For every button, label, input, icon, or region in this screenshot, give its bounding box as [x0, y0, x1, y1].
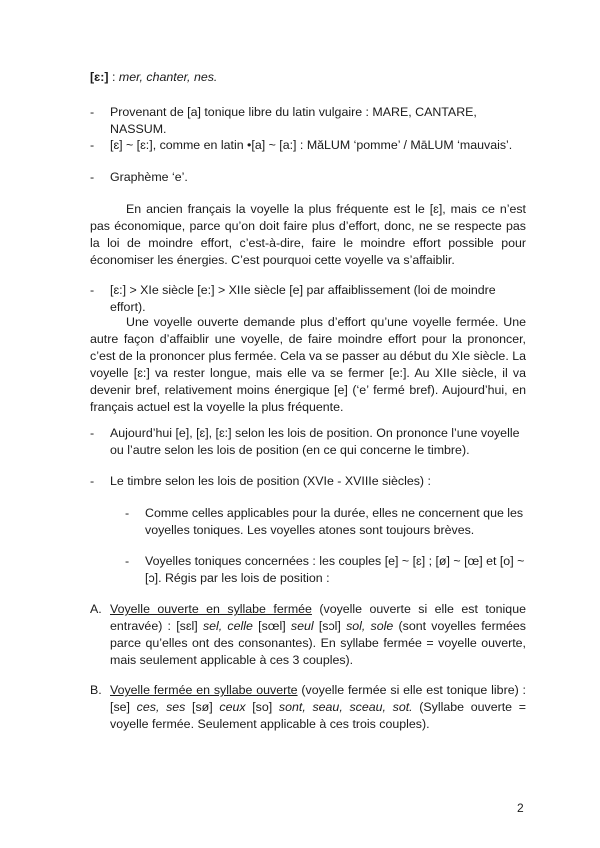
dash-marker: -	[90, 170, 95, 184]
page-number: 2	[517, 801, 524, 815]
lettered-item-b	[90, 682, 526, 733]
lettered-item-body: Voyelle ouverte en syllabe fermée (voyelle ouverte si elle est tonique entravée) : [sɛl] sel, celle [sœl] seul [sɔl] sol, sole (sont voyelles fermées parce qu’elles ont des consonantes). En syllabe fermée = voyelle ouverte, mais seulement applicable à ces 3 couples).	[110, 602, 526, 667]
list-item-text: Provenant de [a] tonique libre du latin vulgaire : MARE, CANTARE, NASSUM.	[110, 105, 477, 136]
sub-list-item-text: Comme celles applicables pour la durée, elles ne concernent que les voyelles toniques. Les voyelles atones sont toujours brèves.	[145, 506, 524, 537]
dash-marker: -	[90, 105, 95, 119]
list-item	[90, 425, 526, 459]
lettered-item-title: Voyelle ouverte en syllabe fermée	[110, 602, 312, 616]
lettered-item-title: Voyelle fermée en syllabe ouverte	[110, 683, 298, 697]
letter-marker: B.	[90, 683, 102, 697]
dash-marker: -	[90, 283, 95, 297]
list-item	[90, 104, 526, 138]
list-item-text: [ɛ:] > XIe siècle [e:] > XIIe siècle [e] par affaiblissement (loi de moindre effort).	[110, 283, 496, 314]
list-item-text: Le timbre selon les lois de position (XVIe - XVIIIe siècles) :	[110, 474, 431, 488]
paragraph: Une voyelle ouverte demande plus d’effort qu’une voyelle fermée. Une autre façon d’affaiblir une voyelle, de faire moindre effort pour la prononcer, c’est de la prononcer plus fermée. Cela va se passer au début du XIe siècle. La voyelle [ɛ:] va rester longue, mais elle va se fermer [e:]. Au XIIe siècle, il va devenir bref, relativement moins énergique [e] (‘e’ fermé bref). Aujourd’hui, en français actuel est la voyelle la plus fréquente.	[90, 315, 526, 414]
dash-marker: -	[125, 554, 130, 568]
dash-marker: -	[90, 474, 95, 488]
sub-list-item-text: Voyelles toniques concernées : les couples [e] ~ [ɛ] ; [ø] ~ [œ] et [o] ~ [ɔ]. Régis par les lois de position :	[145, 554, 525, 585]
list-item	[90, 169, 526, 186]
heading-separator: :	[108, 70, 119, 84]
paragraph: En ancien français la voyelle la plus fréquente est le [ɛ], mais ce n’est pas économique, parce qu’on doit faire plus d’effort, donc, ne se respecte pas la loi de moindre effort, c’est-à-dire, faire le moindre effort possible pour économiser les énergies. C’est pourquoi cette voyelle va s’affaiblir.	[90, 202, 526, 267]
list-item	[90, 282, 526, 316]
lettered-item-body: Voyelle fermée en syllabe ouverte (voyelle fermée si elle est tonique libre) : [se] ces, ses [sø] ceux [so] sont, seau, sceau, sot. (Syllabe ouverte = voyelle fermée. Seulement applicable à ces trois couples).	[110, 683, 526, 731]
letter-marker: A.	[90, 602, 102, 616]
list-item-text: Aujourd’hui [e], [ɛ], [ɛ:] selon les lois de position. On prononce l’une voyelle ou l’autre selon les lois de position (en ce qui concerne le timbre).	[110, 426, 520, 457]
section-heading	[90, 69, 217, 86]
heading-examples: mer, chanter, nes.	[118, 70, 218, 84]
list-item	[90, 473, 526, 490]
list-item-text: Graphème ‘e’.	[110, 170, 188, 184]
heading-sound: [ɛ:]	[90, 70, 109, 84]
lettered-item-a	[90, 601, 526, 669]
list-item-text: [ɛ] ~ [ɛ:], comme en latin •[a] ~ [a:] : MăLUM ‘pomme’ / MāLUM ‘mauvais’.	[110, 138, 513, 152]
sub-list-item	[125, 505, 526, 539]
dash-marker: -	[90, 138, 95, 152]
list-item	[90, 137, 526, 154]
dash-marker: -	[90, 426, 95, 440]
dash-marker: -	[125, 506, 130, 520]
sub-list-item	[125, 553, 526, 587]
